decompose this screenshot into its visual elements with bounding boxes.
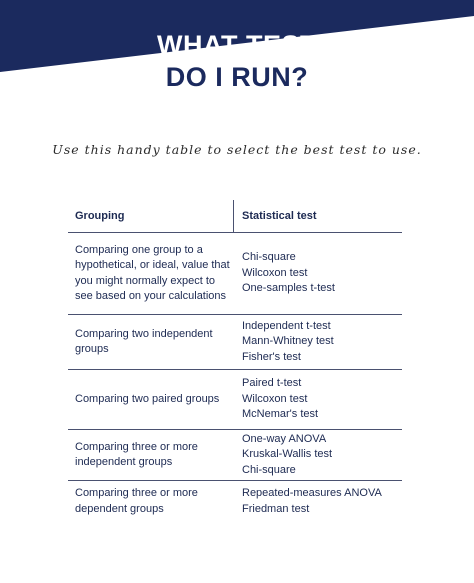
table-row: [68, 370, 402, 430]
table-header: [68, 200, 402, 233]
column-header-grouping: Grouping: [75, 210, 125, 222]
test-item: Chi-square: [242, 463, 296, 476]
grouping-cell: Comparing one group to a hypothetical, or ideal, value that you might normally expect to see based on your calculations: [75, 243, 230, 302]
subtitle: Use this handy table to select the best test to use.: [52, 142, 422, 157]
header-divider: [233, 200, 234, 232]
page-title-line1: WHAT TEST: [157, 30, 317, 60]
test-item: Wilcoxon test: [242, 266, 308, 279]
table-row: [68, 430, 402, 481]
test-item: Wilcoxon test: [242, 392, 308, 405]
tests-cell: [233, 432, 402, 479]
tests-cell: [233, 250, 402, 297]
tests-cell: [233, 376, 402, 423]
column-header-statistical-test: Statistical test: [242, 210, 317, 222]
table-row: [68, 315, 402, 370]
grouping-cell: Comparing three or more dependent groups: [75, 487, 198, 515]
grouping-cell: Comparing two independent groups: [75, 327, 213, 355]
test-item: McNemar's test: [242, 408, 319, 421]
test-item: One-samples t-test: [242, 282, 335, 295]
grouping-cell: Comparing two paired groups: [75, 392, 220, 405]
tests-cell: [233, 319, 402, 366]
test-item: Friedman test: [242, 502, 310, 515]
test-item: Repeated-measures ANOVA: [242, 487, 382, 499]
tests-cell: [233, 486, 402, 517]
page-title-line2: DO I RUN?: [165, 62, 309, 92]
test-item: Kruskal-Wallis test: [242, 448, 333, 461]
table-row: [68, 481, 402, 522]
grouping-cell: Comparing three or more independent groups: [75, 440, 198, 468]
test-item: Paired t-test: [242, 377, 302, 390]
test-item: Fisher's test: [242, 350, 301, 363]
test-item: Chi-square: [242, 251, 296, 264]
table-row: [68, 233, 402, 315]
test-item: Independent t-test: [242, 319, 331, 332]
test-item: Mann-Whitney test: [242, 335, 334, 348]
test-item: One-way ANOVA: [242, 432, 327, 445]
test-selection-table: [68, 200, 402, 522]
